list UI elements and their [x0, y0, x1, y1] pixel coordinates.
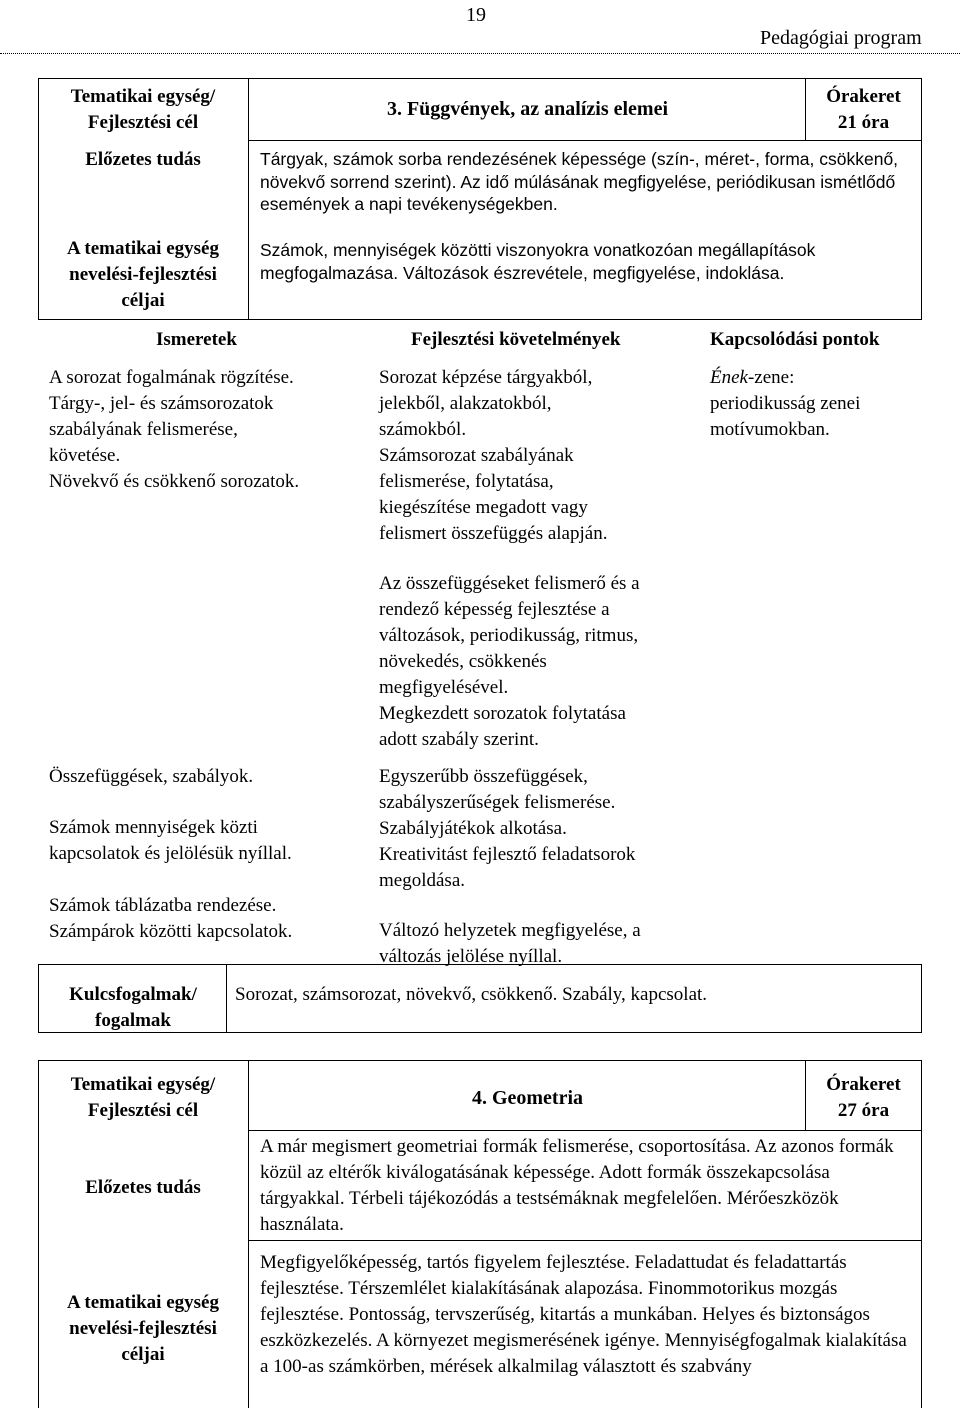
row1-link-subject-rest: -zene: [747, 367, 795, 388]
row2-knowledge-b: Számok mennyiségek közti kapcsolatok és jelölésük nyíllal. [49, 817, 292, 864]
unit3-hours-value: 21 óra [837, 112, 890, 133]
page-number: 19 [466, 4, 486, 26]
unit4-title: 4. Geometria [471, 1087, 584, 1109]
unit3-goals-text: Számok, mennyiségek közötti viszonyokra vonatkozóan megállapítások megfogalmazása. Változások észrevétele, megfigyelése, indoklása. [260, 240, 816, 283]
unit3-keywords-text: Sorozat, számsorozat, növekvő, csökkenő. Szabály, kapcsolat. [235, 984, 708, 1005]
row1-knowledge: A sorozat fogalmának rögzítése. Tárgy-, jel- és számsorozatok szabályának felismerése, követése. Növekvő és csökkenő sorozatok. [49, 367, 300, 492]
unit3-prior-text: Tárgyak, számok sorba rendezésének képessége (szín-, méret-, forma, csökkenő, növekvő sorrend szerint). Az idő múlásának megfigyelése, periódikusan ismétlődő események a napi tevékenységekben. [260, 149, 899, 214]
col-header-knowledge: Ismeretek [156, 329, 237, 350]
col-header-requirements: Fejlesztési követelmények [411, 329, 621, 350]
unit3-keywords-label: Kulcsfogalmak/ fogalmak [69, 984, 197, 1031]
row2-requirements-a: Egyszerűbb összefüggések, szabályszerűségek felismerése. Szabályjátékok alkotása. Kreativitást fejlesztő feladatsorok megoldása. [379, 766, 636, 891]
unit3-title: 3. Függvények, az analízis elemei [386, 98, 669, 120]
unit4-prior-text: A már megismert geometriai formák felismerése, csoportosítása. Az azonos formák közül az eltérők kiválogatásának képessége. Adott formák összekapcsolása tárgyakkal. Térbeli tájékozódás a testsémáknak megfelelően. Mérőeszközök használata. [260, 1136, 894, 1235]
unit4-goals-label: A tematikai egység nevelési-fejlesztési céljai [67, 1292, 219, 1365]
row1-link-subject-italic: Ének [710, 367, 748, 388]
unit4-hours-value: 27 óra [837, 1100, 890, 1121]
row2-knowledge-c: Számok táblázatba rendezése. Számpárok közötti kapcsolatok. [49, 895, 293, 942]
row1-requirements-a: Sorozat képzése tárgyakból, jelekből, alakzatokból, számokból. Számsorozat szabályának felismerése, folytatása, kiegészítése megadott vagy felismert összefüggés alapján. [379, 367, 608, 544]
col-header-links: Kapcsolódási pontok [710, 329, 880, 350]
header-rule [0, 53, 960, 55]
row1-link-text: periodikusság zenei motívumokban. [710, 393, 861, 440]
row2-requirements-b: Változó helyzetek megfigyelése, a változás jelölése nyíllal. [379, 920, 641, 967]
unit4-goals-text: Megfigyelőképesség, tartós figyelem fejlesztése. Feladattudat és feladattartás fejlesztése. Térszemlélet kialakításának alapozása. Finommotorikus mozgás fejlesztése. Pontosság, tervszerűség, kitartás a munkában. Helyes és biztonságos eszközkezelés. A környezet megismerésének igénye. Mennyiségfogalmak kialakítása a 100-as számkörben, mérések alkalmilag választott és szabvány [260, 1252, 907, 1377]
unit4-topic-label: Tematikai egység/ Fejlesztési cél [70, 1074, 216, 1121]
unit4-prior-label: Előzetes tudás [85, 1177, 201, 1198]
row2-knowledge-a: Összefüggések, szabályok. [49, 766, 254, 787]
unit4-hours-label: Órakeret [826, 1074, 901, 1095]
unit3-goals-label: A tematikai egység nevelési-fejlesztési céljai [67, 238, 219, 311]
document-title: Pedagógiai program [760, 27, 922, 49]
row1-requirements-b: Az összefüggéseket felismerő és a rendező képesség fejlesztése a változások, periodikusság, ritmus, növekedés, csökkenés megfigyelésével. Megkezdett sorozatok folytatása adott szabály szerint. [379, 573, 640, 750]
unit3-topic-label: Tematikai egység/ Fejlesztési cél [70, 86, 216, 133]
row1-link-subject [710, 365, 920, 391]
unit3-prior-label: Előzetes tudás [85, 149, 201, 170]
unit3-hours-label: Órakeret [826, 86, 901, 107]
